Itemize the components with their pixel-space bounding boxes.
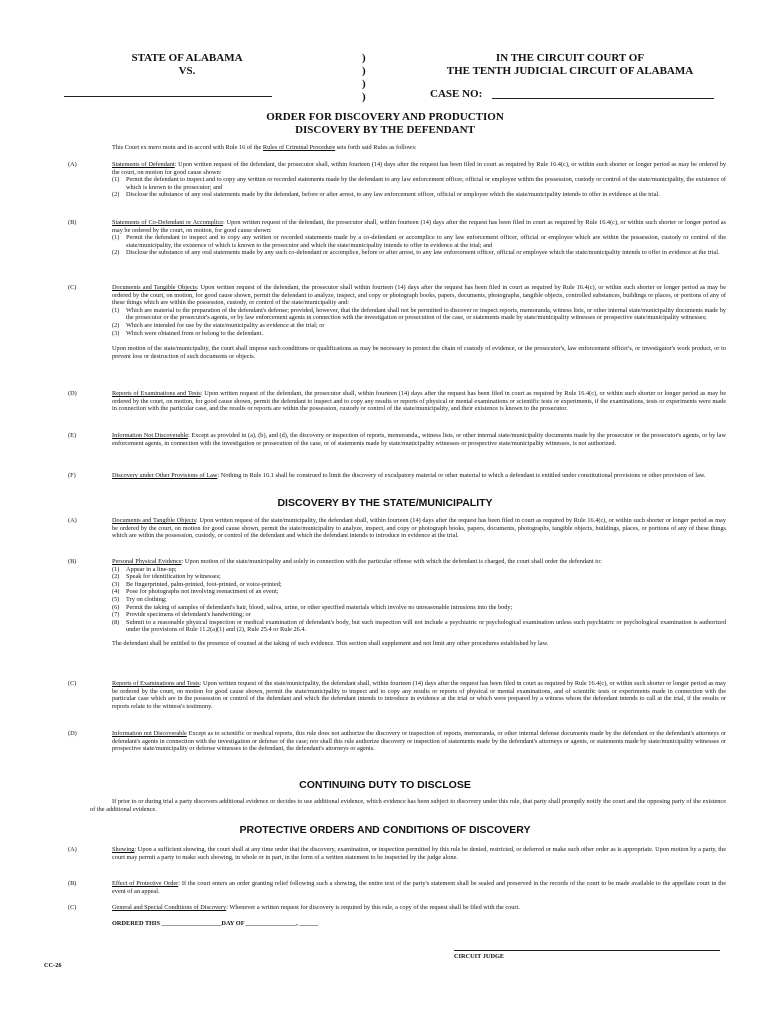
case-number-line[interactable] <box>492 98 714 99</box>
section-state-not-discoverable: Information not Discoverable Except as to scientific or medical reports, this rule does not authorize the discovery or inspection of reports, memoranda, or other internal defense documents made by the defendant or the defendant's attorneys or defendant's agents in connection with the investigation or defense of the case; nor shall this rule authorize discovery or inspection of statements made by the defendant's attorneys or agents, or statements made by state/municipality witnesses or prospective state/municipality or defense witnesses to the defendant, the defendant's attorneys or agents. <box>112 730 726 753</box>
court-name: IN THE CIRCUIT COURT OF THE TENTH JUDICIAL CIRCUIT OF ALABAMA <box>446 52 694 77</box>
section-not-discoverable: Information Not Discoverable: Except as provided in (a), (b), and (d), the discovery or inspection of reports, memoranda,, witness lists, or other internal state/municipality documents made by the prosecutor or the prosecutor's agents, or by law enforcement agents, in connection with the investigation or prosecution of the case, or of statements made by state/municipality witnesses or prospective state/municipality witnesses, is not authorized. <box>112 432 726 447</box>
section-effect-of-protective-order: Effect of Protective Order: If the court enters an order granting relief following such a showing, the entire text of the party's statement shall be sealed and preserved in the records of the court to be made available to the appellate court in the event of an appeal. <box>112 880 726 895</box>
section-examinations-and-tests: Reports of Examinations and Tests: Upon written request of the defendant, the prosecutor shall, within fourteen (14) days after the request has been filed in court as required by Rule 16.4(c), or within such shorter or longer period as may be ordered by the court, on motion, for good cause shown, permit the defendant to inspect and to copy any results or reports of physical or mental examinations or scientific tests or experiments, if the examinations, tests or experiments were made in connection with the particular case, and the results or reports are within the possession, custody or control of the state/municipality, and their existence is known to the prosecutor. <box>112 390 726 413</box>
judge-label: CIRCUIT JUDGE <box>454 953 505 960</box>
section-documents-and-objects: Documents and Tangible Objects: Upon written request of the defendant, the prosecutor shall within fourteen (14) days after the request has been filed in court as required by Rule 16.4(c), or within such shorter or longer period as may be ordered by the court, on motion, for good cause shown, permit the defendant to analyze, inspect, and copy or photograph books, papers, documents, photographs, tangible objects, controlled substances, buildings or places, or portions of any of these things which are within the possession, custody, or control of the state/municipality and: (1) Which are material to the preparation of the defendant's defense; provided, however, that the defendant shall not be permitted to discover or inspect reports, memoranda, witness lists, or other internal state/municipality documents made by the prosecutor or the prosecutor's agents, or by law enforcement agents in connection with the investigation or prosecution of the case, or statements made by state/municipality witnesses or prospective state/municipality witnesses; (2) Which are intended for use by the state/municipality as evidence at the trial; or (3) Which were obtained from or belong to the defendant. Upon motion of the state/municipality, the court shall impose such conditions or qualifications as may be necessary to protect the chain of custody of evidence, or the prosecutor's, law enforcement officer's, or investigator's work product, or to prevent loss or destruction of such documents or objects. <box>112 284 726 360</box>
caption-parties <box>112 52 262 78</box>
section-personal-physical-evidence: Personal Physical Evidence: Upon motion of the state/municipality and solely in connection with the particular offense with which the defendant is charged, the court shall order the defendant to: (1) Appear in a line-up; (2) Speak for identification by witnesses; (3) Be fingerprinted, palm-printed, foot-printed, or voice-printed; (4) Pose for photographs not involving reenactment of an event; (5) Try on clothing; (6) Permit the taking of samples of defendant's hair, blood, saliva, urine, or other specified materials which involve no unreasonable intrusions into the body; (7) Provide specimens of defendant's handwriting; or (8) Submit to a reasonable physical inspection or medical examination of defendant's body, but such inspection will not include a psychiatric or psychological examination unless such psychiatric or psychological examination is authorized under the provisions of Rule 11.2(a)(1) and (2), Rule 25.4 or Rule 26.4. The defendant shall be entitled to the presence of counsel at the taking of such evidence. This section shall supplement and not limit any other procedures established by law. <box>112 558 726 647</box>
section-state-examinations: Reports of Examinations and Tests: Upon written request of the state/municipality, the defendant shall, within fourteen (14) days after the request has been filed in court as required by Rule 16.4(c), or within such shorter or longer period as may be ordered by the court, on motion for good cause shown, permit the state/municipality to inspect and to copy any results or reports of physical or mental examinations, and of scientific tests or experiments made in connection with the particular case which are in the possession or control of the defendant and which the defendant intends to introduce in evidence at the trial or which were prepared by a witness whom the defendant intends to call at the trial, if the results or reports relate to the witness's testimony. <box>112 680 726 710</box>
protective-orders-heading: PROTECTIVE ORDERS AND CONDITIONS OF DISCOVERY <box>239 824 531 836</box>
continuing-duty-heading: CONTINUING DUTY TO DISCLOSE <box>299 779 471 791</box>
section-letter: (B) <box>68 219 77 226</box>
section-letter: (F) <box>68 472 76 479</box>
section-letter: (C) <box>68 284 77 291</box>
section-state-documents: Documents and Tangible Objects: Upon written request of the state/municipality, the defendant shall, within fourteen (14) days after the request has been filed in court as required by Rule 16.4(c), or within such shorter or longer period as may be ordered by the court, on motion for good cause shown, permit the state/municipality to analyze, inspect, and copy or photograph books, papers, documents, photographs, tangible objects, buildings, places, or portions of any of these things which are within the possession, custody, or control of the defendant and which the defendant intends to introduce in evidence at the trial. <box>112 517 726 540</box>
ordered-date-line[interactable]: ORDERED THIS ___________________DAY OF ________________, ______ <box>112 920 319 927</box>
order-title: ORDER FOR DISCOVERY AND PRODUCTION <box>266 111 504 123</box>
section-letter: (D) <box>68 730 77 737</box>
form-number: CC-26 <box>44 962 62 969</box>
versus-label: VS. <box>178 65 196 77</box>
state-name: STATE OF ALABAMA <box>131 52 243 64</box>
judge-signature-line[interactable] <box>454 950 720 951</box>
section-letter: (A) <box>68 517 77 524</box>
intro-text: This Court ex mero motu and in accord with Rule 16 of the Rules of Criminal Procedure sets forth said Rules as follows: <box>112 144 417 151</box>
section-statements-of-defendant: Statements of Defendant: Upon written request of the defendant, the prosecutor shall, within fourteen (14) days after the request has been filed in court as required by Rule 16.4(c), or within such shorter or longer period as may be ordered by the court, on motion for good cause shown: (1) Permit the defendant to inspect and to copy any written or recorded statements made by the defendant to any law enforcement officer, official or employee within the possession, custody or control of the state/municipality, the existence of which is known to the prosecutor; and (2) Disclose the substance of any oral statements made by the defendant, before or after arrest, to any law enforcement officer, official or employee which the state/municipality intends to offer in evidence at the trial. <box>112 161 727 199</box>
caption-parentheses: ) ) ) ) <box>362 52 366 103</box>
section-letter: (B) <box>68 558 77 565</box>
section-letter: (C) <box>68 904 77 911</box>
section-letter: (D) <box>68 390 77 397</box>
section-co-defendant-statements: Statements of Co-Defendant or Accomplice: Upon written request of the defendant, the prosecutor shall, within fourteen (14) days after the request has been filed in court as required by Rule 16.4(c), or within such shorter or longer period as may be ordered by the court, on motion, for good cause shown: (1) Permit the defendant to inspect and to copy any written or recorded statements made by a co-defendant or accomplice to any law enforcement officer, official or employee which are within the possession, custody or control of the state/municipality, the existence of which is known to the prosecutor and which the state/municipality intends to offer in evidence at the trial; and (2) Disclose the substance of any oral statements made by any such co-defendant or accomplice, before or after arrest, to any law enforcement officer, official or employee which the state/municipality intends to offer in evidence at the trial. <box>112 219 726 257</box>
defendant-name-line[interactable] <box>64 96 272 97</box>
section-letter: (C) <box>68 680 77 687</box>
section-showing: Showing: Upon a sufficient showing, the court shall at any time order that the discovery, examination, or inspection permitted by this rule be denied, restricted, or deferred or make such other order as is appropriate. Upon motion by a party, the court may permit a party to make such showing, in whole or in part, in the form of a written statement to be inspected by the judge alone. <box>112 846 726 861</box>
continuing-duty-text: If prior to or during trial a party discovers additional evidence or decides to use additional evidence, which evidence has been subject to discovery under this rule, that party shall promptly notify the court and the opposing party of the existence of the additional evidence. <box>90 798 726 813</box>
section-letter: (B) <box>68 880 77 887</box>
rules-reference: Rules of Criminal Procedure <box>262 144 336 151</box>
case-number-label: CASE NO: <box>430 88 483 100</box>
section-other-provisions: Discovery under Other Provisions of Law: Nothing in Rule 16.1 shall be construed to limit the discovery of exculpatory material or other material to which a defendant is entitled under constitutional provisions or other provision of law. <box>112 472 706 479</box>
state-discovery-heading: DISCOVERY BY THE STATE/MUNICIPALITY <box>277 497 493 509</box>
section-letter: (A) <box>68 161 77 168</box>
order-subtitle: DISCOVERY BY THE DEFENDANT <box>295 124 475 136</box>
section-general-conditions: General and Special Conditions of Discovery: Whenever a written request for discovery is required by this rule, a copy of the request shall be filed with the court. <box>112 904 520 911</box>
section-letter: (E) <box>68 432 77 439</box>
section-letter: (A) <box>68 846 77 853</box>
